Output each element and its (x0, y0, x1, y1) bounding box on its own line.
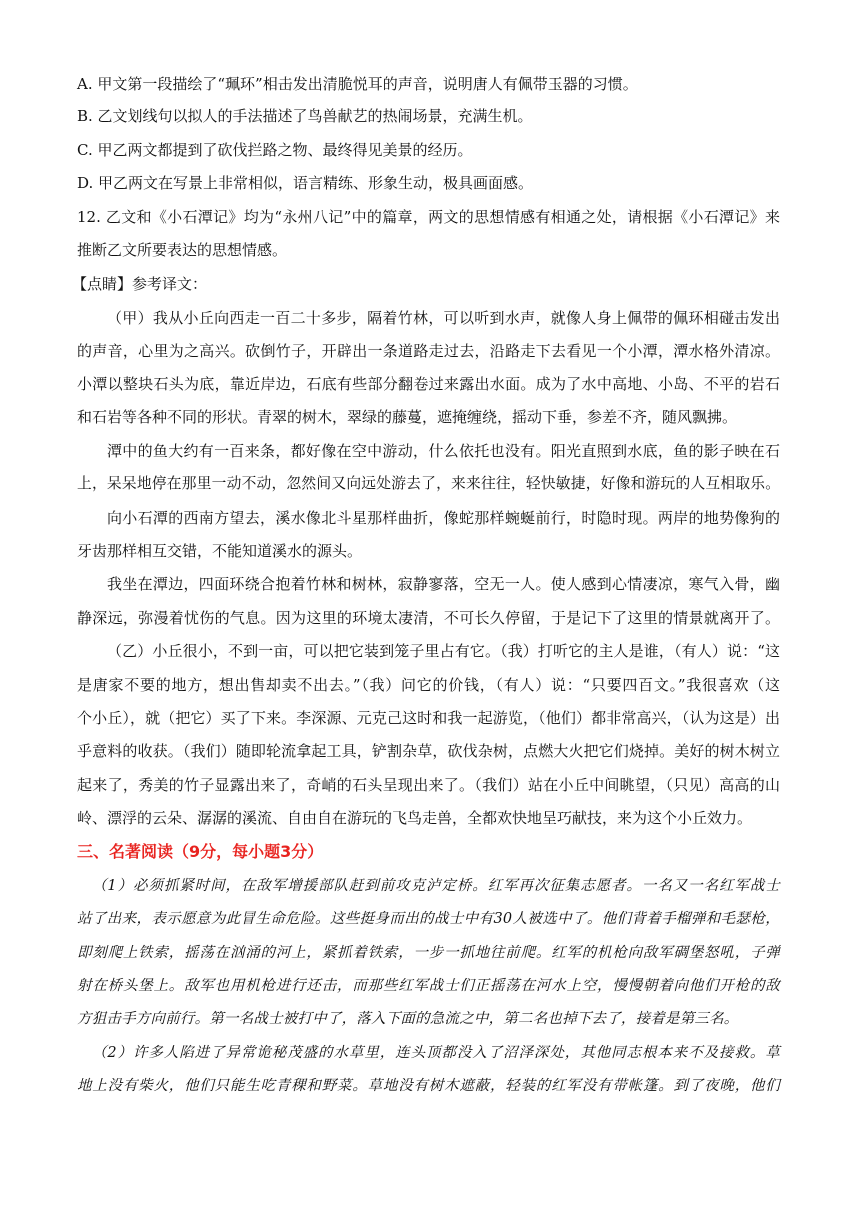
section-3-p2-line-2: 地上没有柴火，他们只能生吃青稞和野菜。草地没有树木遮蔽，轻装的红军没有带帐篷。到了夜晚，他们 (77, 1078, 780, 1094)
question-12-line-1: 12. 乙文和《小石潭记》均为“永州八记”中的篇章，两文的思想情感有相通之处，请根据《小石潭记》来 (77, 208, 780, 226)
section-3-p1-line-5: 方狙击手方向前行。第一名战士被打中了，落入下面的急流之中，第二名也掉下去了，接着是第三名。 (77, 1011, 739, 1027)
jia-p2-line-1: 潭中的鱼大约有一百来条，都好像在空中游动，什么依托也没有。阳光直照到水底，鱼的影子映在石 (107, 442, 780, 460)
section-3-p2-line-1: （2）许多人陷进了异常诡秘茂盛的水草里，连头顶都没入了沼泽深处，其他同志根本来不及接救。草 (92, 1045, 780, 1061)
option-d: D. 甲乙两文在写景上非常相似，语言精练、形象生动，极具画面感。 (77, 174, 534, 192)
jia-p2-line-2: 上，呆呆地停在那里一动不动，忽然间又向远处游去了，来来往往，轻快敏捷，好像和游玩的人互相取乐。 (77, 475, 780, 492)
section-3-p1-line-3: 即刻爬上铁索，摇荡在汹涌的河上，紧抓着铁索，一步一抓地往前爬。红军的机枪向敌军碉堡怒吼，子弹 (77, 945, 780, 961)
option-c: C. 甲乙两文都提到了砍伐拦路之物、最终得见美景的经历。 (77, 141, 473, 159)
jia-p3-line-2: 牙齿那样相互交错，不能知道溪水的源头。 (77, 542, 363, 560)
dianjing-label: 【点睛】参考译文： (72, 275, 208, 293)
option-a: A. 甲文第一段描绘了“珮环”相击发出清脆悦耳的声音，说明唐人有佩带玉器的习惯。 (77, 75, 638, 93)
yi-line-1: （乙）小丘很小，不到一亩，可以把它装到笼子里占有它。（我）打听它的主人是谁，（有人）说：“这 (107, 642, 780, 660)
section-3-p1-line-1: （1）必须抓紧时间，在敌军增援部队赶到前攻克泸定桥。红军再次征集志愿者。一名又一名红军战士 (92, 878, 780, 894)
option-b: B. 乙文划线句以拟人的手法描述了鸟兽献艺的热闹场景，充满生机。 (77, 107, 533, 125)
jia-p4-line-2: 静深远，弥漫着忧伤的气息。因为这里的环境太凄清，不可长久停留，于是记下了这里的情景就离开了。 (77, 609, 780, 627)
yi-line-2: 是唐家不要的地方，想出售却卖不出去。”（我）问它的价钱，（有人）说：“只要四百文。”我很喜欢（这 (77, 676, 780, 694)
yi-line-5: 起来了，秀美的竹子显露出来了，奇峭的石头呈现出来了。（我们）站在小丘中间眺望，（只见）高高的山 (77, 776, 780, 794)
section-3-p1-line-4: 射在桥头堡上。敌军也用机枪进行还击，而那些红军战士们正摇荡在河水上空，慢慢朝着向他们开枪的敌 (77, 978, 780, 994)
yi-line-4: 乎意料的收获。（我们）随即轮流拿起工具，铲割杂草，砍伐杂树，点燃大火把它们烧掉。美好的树木树立 (77, 742, 780, 760)
jia-p1-line-2: 的声音，心里为之高兴。砍倒竹子，开辟出一条道路走过去，沿路走下去看见一个小潭，潭水格外清凉。 (77, 342, 780, 360)
section-3-heading: 三、名著阅读（9分，每小题3分） (77, 842, 324, 861)
jia-p1-line-3: 小潭以整块石头为底，靠近岸边，石底有些部分翻卷过来露出水面。成为了水中高地、小岛、不平的岩石 (77, 375, 780, 393)
yi-line-3: 个小丘），就（把它）买了下来。李深源、元克己这时和我一起游览，（他们）都非常高兴，（认为这是）出 (77, 709, 780, 727)
jia-p1-line-4: 和石岩等各种不同的形状。青翠的树木，翠绿的藤蔓，遮掩缠绕，摇动下垂，参差不齐，随风飘拂。 (77, 408, 738, 426)
jia-p3-line-1: 向小石潭的西南方望去，溪水像北斗星那样曲折，像蛇那样蜿蜒前行，时隐时现。两岸的地势像狗的 (107, 509, 780, 527)
yi-line-6: 岭、漂浮的云朵、潺潺的溪流、自由自在游玩的飞鸟走兽，全都欢快地呈巧献技，来为这个小丘效力。 (77, 809, 753, 827)
section-3-p1-line-2: 站了出来，表示愿意为此冒生命危险。这些挺身而出的战士中有30人被选中了。他们背着手榴弹和毛瑟枪， (77, 911, 780, 927)
jia-p4-line-1: 我坐在潭边，四面环绕合抱着竹林和树林，寂静寥落，空无一人。使人感到心情凄凉，寒气入骨，幽 (107, 575, 780, 593)
question-12-line-2: 推断乙文所要表达的思想情感。 (77, 241, 288, 259)
jia-p1-line-1: （甲）我从小丘向西走一百二十多步，隔着竹林，可以听到水声，就像人身上佩带的佩环相碰击发出 (107, 309, 780, 327)
